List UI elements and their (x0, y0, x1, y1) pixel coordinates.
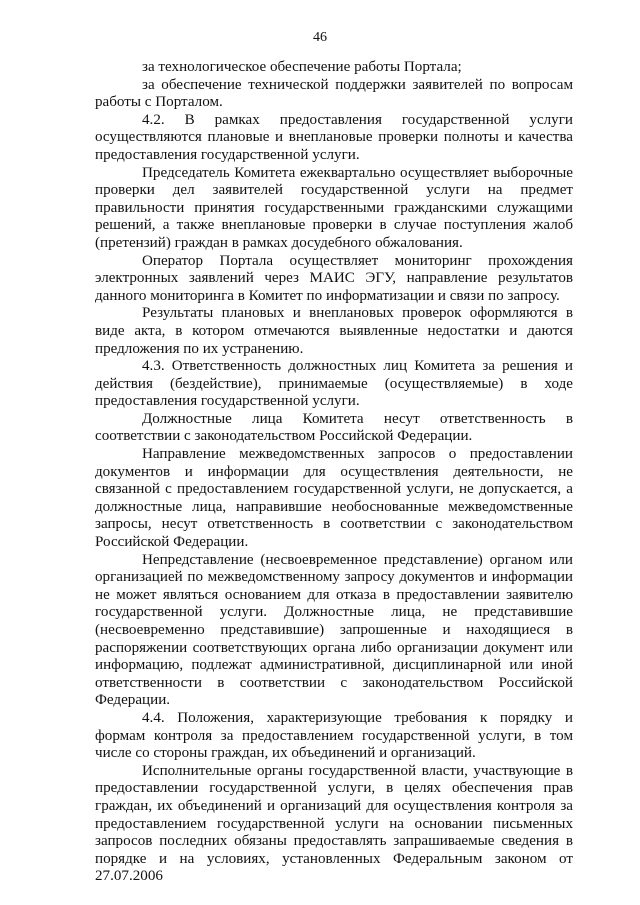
paragraph: 4.2. В рамках предоставления государственной услуги осуществляются плановые и внеплановые проверки полноты и качества предоставления государственной услуги. (95, 111, 573, 163)
paragraph: Оператор Портала осуществляет мониторинг прохождения электронных заявлений через МАИС ЭГУ, направление результатов данного мониторинга в Комитет по информатизации и связи по запросу. (95, 252, 573, 304)
paragraph: Должностные лица Комитета несут ответственность в соответствии с законодательством Российской Федерации. (95, 410, 573, 445)
paragraph: 4.3. Ответственность должностных лиц Комитета за решения и действия (бездействие), принимаемые (осуществляемые) в ходе предоставления государственной услуги. (95, 358, 573, 410)
document-body (95, 59, 573, 886)
paragraph: Председатель Комитета ежеквартально осуществляет выборочные проверки дел заявителей государственной услуги на предмет правильности принятия государственными гражданскими служащими решений, а также внеплановые проверки в случае поступления жалоб (претензий) граждан в рамках досудебного обжалования. (95, 164, 573, 251)
paragraph: Исполнительные органы государственной власти, участвующие в предоставлении государственной услуги, в целях обеспечения прав граждан, их объединений и организаций для осуществления контроля за предоставлением государственной услуги на основании письменных запросов последних обязаны предоставлять запрашиваемые сведения в порядке и на условиях, установленных Федеральным законом от 27.07.2006 (95, 762, 573, 885)
paragraph: за технологическое обеспечение работы Портала; (142, 59, 462, 75)
paragraph: 4.4. Положения, характеризующие требования к порядку и формам контроля за предоставлением государственной услуги, в том числе со стороны граждан, их объединений и организаций. (95, 709, 573, 762)
paragraph: Непредставление (несвоевременное представление) органом или организацией по межведомственному запросу документов и информации не может являться основанием для отказа в предоставлении заявителю государственной услуги. Должностные лица, не представившие (несвоевременно представившие) запрошенные и находящиеся в распоряжении соответствующих органа либо организации документ или информацию, подлежат административной, дисциплинарной или иной ответственности в соответствии с законодательством Российской Федерации. (95, 551, 573, 709)
page-number: 46 (313, 30, 327, 45)
paragraph: Результаты плановых и внеплановых проверок оформляются в виде акта, в котором отмечаются выявленные недостатки и даются предложения по их устранению. (95, 305, 573, 357)
paragraph: за обеспечение технической поддержки заявителей по вопросам работы с Порталом. (95, 76, 573, 111)
paragraph: Направление межведомственных запросов о предоставлении документов и информации для осуществления деятельности, не связанной с предоставлением государственной услуги, не допускается, а должностные лица, направившие необоснованные межведомственные запросы, несут ответственность в соответствии с законодательством Российской Федерации. (95, 446, 573, 551)
